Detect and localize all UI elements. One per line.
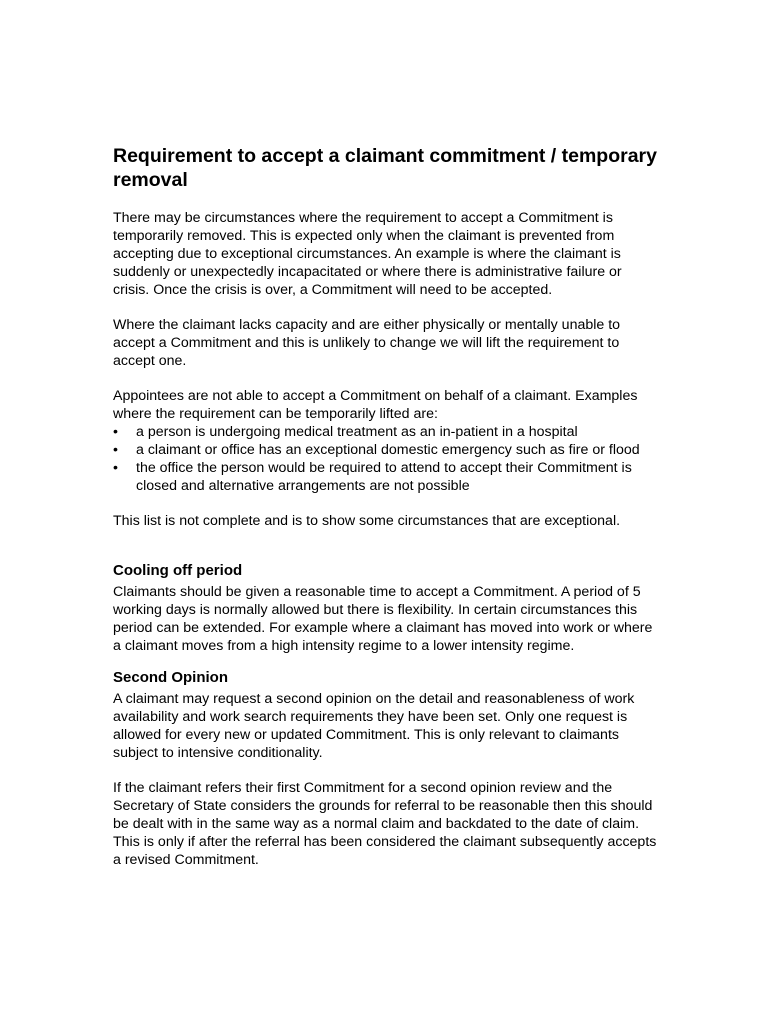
document-page <box>113 144 658 869</box>
bullet-icon: • <box>113 424 118 440</box>
cooling-off-paragraph: Claimants should be given a reasonable time to accept a Commitment. A period of 5 working days is normally allowed but there is flexibility. In certain circumstances this period can be extended. For example where a claimant has moved into work or where a claimant moves from a high intensity regime to a lower intensity regime. <box>113 584 653 654</box>
appointees-paragraph: Appointees are not able to accept a Commitment on behalf of a claimant. Examples where the requirement can be temporarily lifted are: <box>113 388 638 422</box>
list-note-paragraph: This list is not complete and is to show some circumstances that are exceptional. <box>113 513 621 529</box>
list-item <box>113 459 658 495</box>
list-item <box>113 423 658 441</box>
examples-list <box>113 423 658 495</box>
list-item-text: a claimant or office has an exceptional domestic emergency such as fire or flood <box>136 442 640 458</box>
list-item <box>113 441 658 459</box>
intro-paragraph: There may be circumstances where the requirement to accept a Commitment is temporarily removed. This is expected only when the claimant is prevented from accepting due to exceptional circumstances. An example is where the claimant is suddenly or unexpectedly incapacitated or where there is administrative failure or crisis. Once the crisis is over, a Commitment will need to be accepted. <box>113 210 622 298</box>
bullet-icon: • <box>113 460 118 476</box>
page-title: Requirement to accept a claimant commitment / temporary removal <box>113 145 657 191</box>
capacity-paragraph: Where the claimant lacks capacity and are either physically or mentally unable to accept a Commitment and this is unlikely to change we will lift the requirement to accept one. <box>113 317 621 369</box>
second-opinion-paragraph-2: If the claimant refers their first Commitment for a second opinion review and the Secretary of State considers the grounds for referral to be reasonable then this should be dealt with in the same way as a normal claim and backdated to the date of claim. This is only if after the referral has been considered the claimant subsequently accepts a revised Commitment. <box>113 780 657 868</box>
list-item-text: a person is undergoing medical treatment as an in-patient in a hospital <box>136 424 578 440</box>
cooling-off-heading: Cooling off period <box>113 562 243 579</box>
second-opinion-heading: Second Opinion <box>113 669 228 686</box>
bullet-icon: • <box>113 442 118 458</box>
second-opinion-paragraph-1: A claimant may request a second opinion on the detail and reasonableness of work availability and work search requirements they have been set. Only one request is allowed for every new or updated Commitment. This is only relevant to claimants subject to intensive conditionality. <box>113 691 635 761</box>
list-item-text: the office the person would be required to attend to accept their Commitment is closed and alternative arrangements are not possible <box>136 460 632 494</box>
